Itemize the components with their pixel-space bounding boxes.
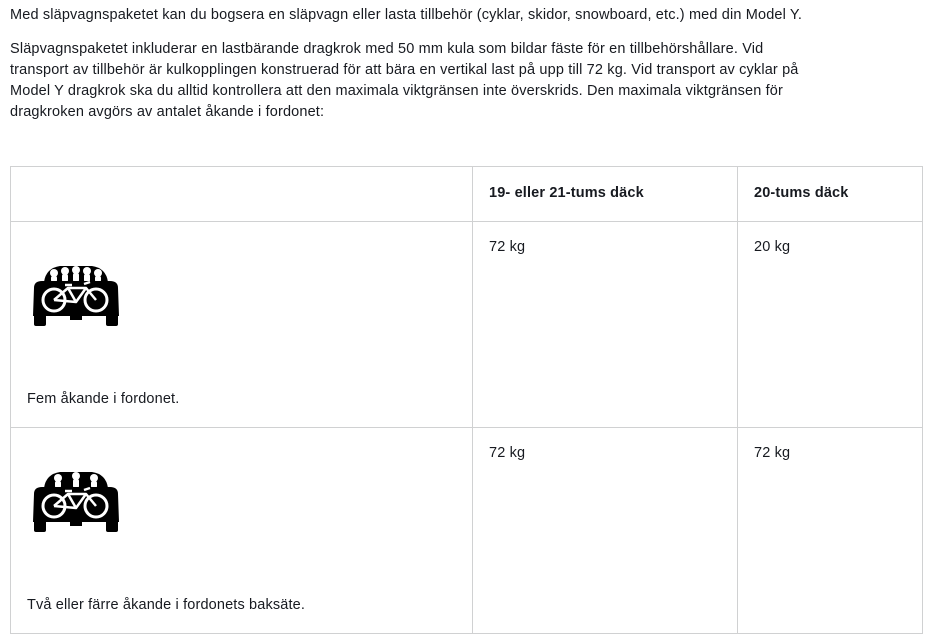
header-20-inch-tires: 20-tums däck bbox=[738, 167, 923, 222]
towbar-load-table bbox=[10, 166, 923, 634]
row-description-cell bbox=[11, 428, 473, 634]
value-20-inch: 20 kg bbox=[738, 222, 923, 428]
row-description-cell bbox=[11, 222, 473, 428]
car-with-bike-rack-two-passengers-icon bbox=[30, 466, 122, 534]
value-20-inch: 72 kg bbox=[738, 428, 923, 634]
intro-text bbox=[10, 5, 810, 123]
row-label: Två eller färre åkande i fordonets baksäte. bbox=[27, 597, 306, 613]
table-header-row bbox=[11, 167, 923, 222]
intro-paragraph-2: Släpvagnspaketet inkluderar en lastbärande dragkrok med 50 mm kula som bildar fäste för en tillbehörshållare. Vid transport av tillbehör är kulkopplingen konstruerad för att bära en vertikal last på upp till 72 kg. Vid transport av cyklar på Model Y dragkrok ska du alltid kontrollera att den maximala viktgränsen inte överskrids. Den maximala viktgränsen för dragkroken avgörs av antalet åkande i fordonet: bbox=[10, 41, 799, 120]
table-row bbox=[11, 428, 923, 634]
value-19-21-inch: 72 kg bbox=[473, 428, 738, 634]
car-with-bike-rack-five-passengers-icon bbox=[30, 260, 122, 328]
header-19-21-inch-tires: 19- eller 21-tums däck bbox=[473, 167, 738, 222]
table-row bbox=[11, 222, 923, 428]
intro-paragraph-1: Med släpvagnspaketet kan du bogsera en släpvagn eller lasta tillbehör (cyklar, skidor, snowboard, etc.) med din Model Y. bbox=[10, 7, 803, 23]
row-label: Fem åkande i fordonet. bbox=[27, 391, 180, 407]
header-empty bbox=[11, 167, 473, 222]
value-19-21-inch: 72 kg bbox=[473, 222, 738, 428]
